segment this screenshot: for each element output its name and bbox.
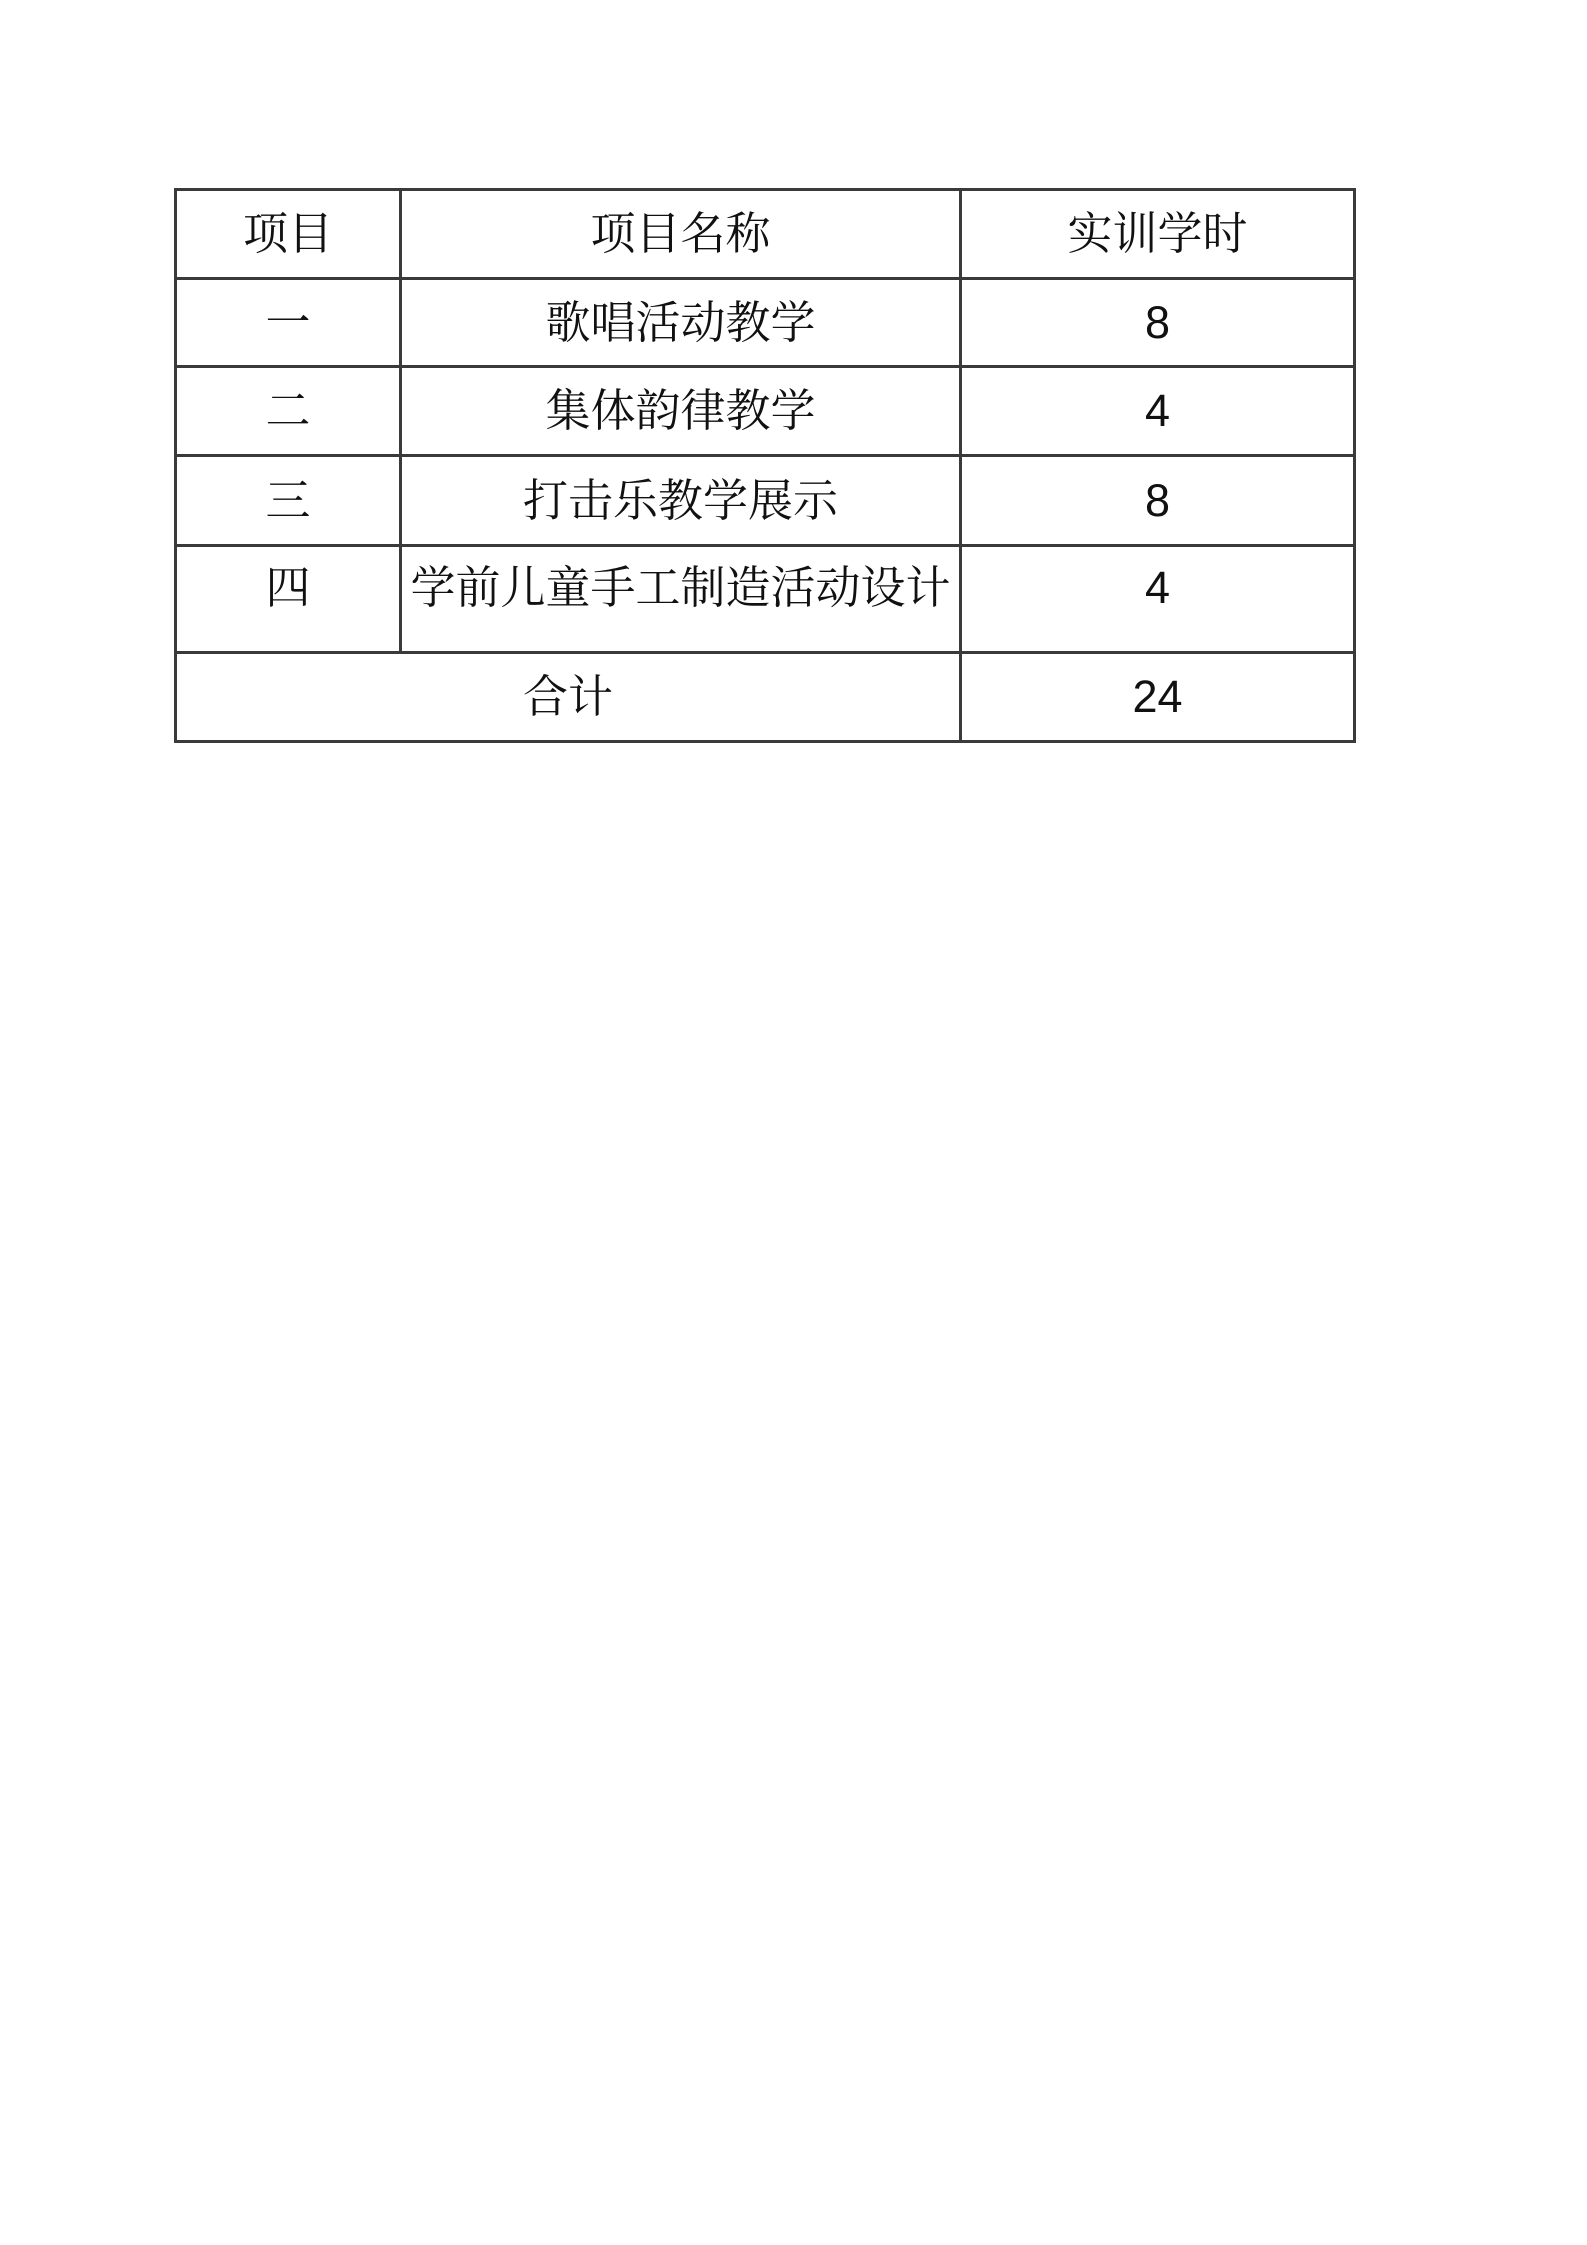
- row-index-cell: 三: [176, 456, 401, 546]
- training-hours-table: [174, 188, 1356, 743]
- table-header-row: [176, 190, 1355, 279]
- project-name-cell: 学前儿童手工制造活动设计: [401, 546, 961, 653]
- project-name-cell: 打击乐教学展示: [401, 456, 961, 546]
- row-index-cell: 四: [176, 546, 401, 653]
- hours-cell: 4: [961, 367, 1355, 456]
- hours-cell: 8: [961, 279, 1355, 367]
- table-row: [176, 456, 1355, 546]
- row-index-cell: 一: [176, 279, 401, 367]
- row-index-cell: 二: [176, 367, 401, 456]
- header-project-name: 项目名称: [401, 190, 961, 279]
- project-name-cell: 歌唱活动教学: [401, 279, 961, 367]
- table-row: [176, 546, 1355, 653]
- table-total-row: [176, 653, 1355, 742]
- header-training-hours: 实训学时: [961, 190, 1355, 279]
- table-row: [176, 279, 1355, 367]
- hours-cell: 8: [961, 456, 1355, 546]
- total-label-cell: 合计: [176, 653, 961, 742]
- total-hours-cell: 24: [961, 653, 1355, 742]
- hours-cell: 4: [961, 546, 1355, 653]
- table-row: [176, 367, 1355, 456]
- project-name-cell: 集体韵律教学: [401, 367, 961, 456]
- header-project-no: 项目: [176, 190, 401, 279]
